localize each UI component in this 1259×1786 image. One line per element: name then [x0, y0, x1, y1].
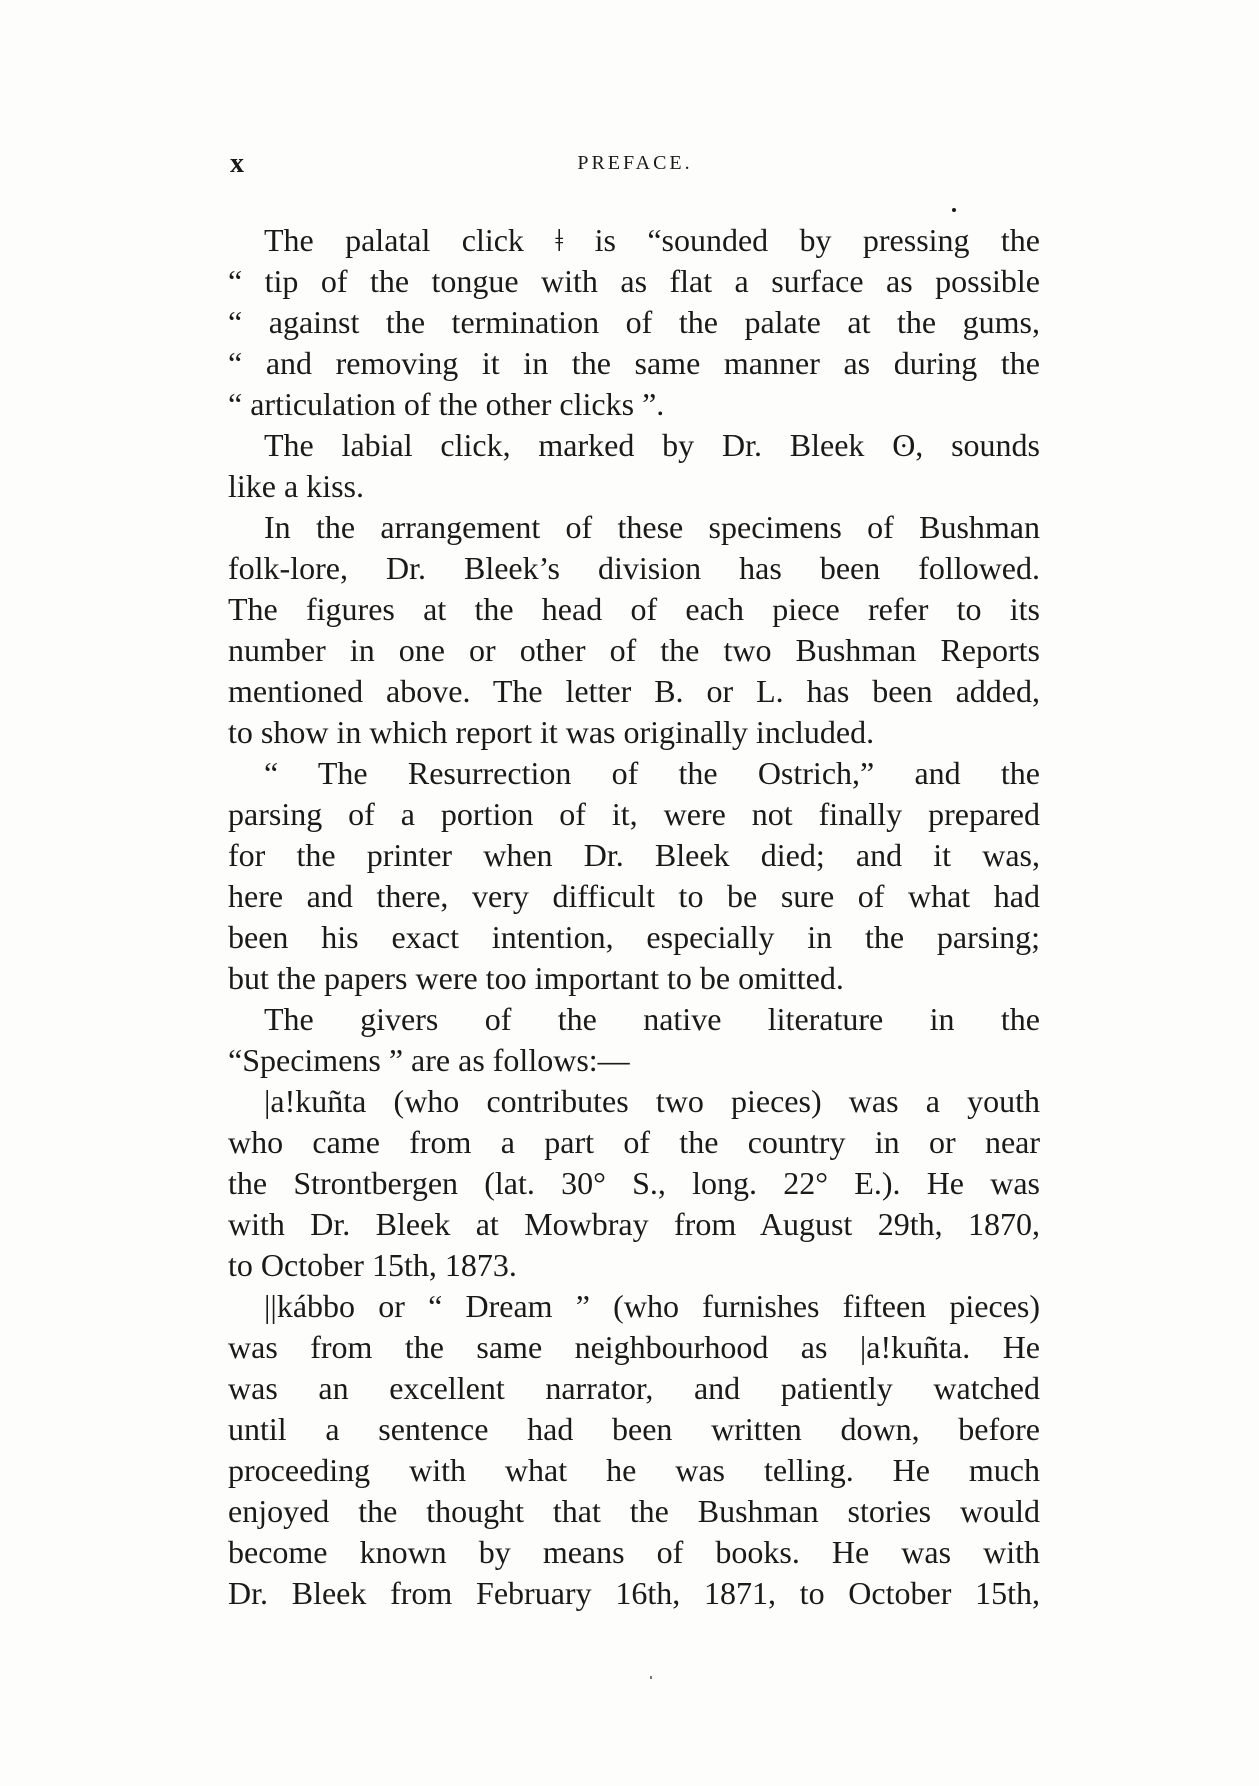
paragraph-kabbo — [228, 1286, 1040, 1614]
page-number: x — [230, 148, 245, 179]
text-line: The palatal click ǂ is “sounded by pressing the — [264, 222, 1040, 258]
paragraph-palatal-click-end — [228, 384, 1040, 425]
text-line: was from the same neighbourhood as |a!kuñta. He — [228, 1329, 1040, 1365]
text-line: until a sentence had been written down, before — [228, 1411, 1040, 1447]
paragraph-akunta — [228, 1081, 1040, 1286]
text-line: parsing of a portion of it, were not finally prepared — [228, 796, 1040, 832]
paragraph-arrangement — [228, 507, 1040, 753]
text-line: been his exact intention, especially in the parsing; — [228, 919, 1040, 955]
body-text — [228, 220, 1040, 1614]
text-line: In the arrangement of these specimens of Bushman — [264, 509, 1040, 545]
running-title: PREFACE. — [577, 152, 693, 174]
text-line: “Specimens ” are as follows:— — [228, 1042, 630, 1078]
running-head — [230, 148, 1040, 178]
text-line: become known by means of books. He was with — [228, 1534, 1040, 1570]
print-speck — [952, 208, 956, 212]
text-line: enjoyed the thought that the Bushman stories would — [228, 1493, 1040, 1529]
text-line: like a kiss. — [228, 468, 364, 504]
text-line: for the printer when Dr. Bleek died; and it was, — [228, 837, 1040, 873]
paragraph-givers — [228, 999, 1040, 1081]
text-line: with Dr. Bleek at Mowbray from August 29th, 1870, — [228, 1206, 1040, 1242]
text-line: “ against the termination of the palate at the gums, — [228, 304, 1040, 340]
text-line: here and there, very difficult to be sure of what had — [228, 878, 1040, 914]
text-line: “ The Resurrection of the Ostrich,” and the — [264, 755, 1040, 791]
text-line: The givers of the native literature in the — [264, 1001, 1040, 1037]
paragraph-ostrich — [228, 753, 1040, 999]
text-line: The figures at the head of each piece refer to its — [228, 591, 1040, 627]
text-line: but the papers were too important to be omitted. — [228, 960, 844, 996]
text-line: number in one or other of the two Bushman Reports — [228, 632, 1040, 668]
text-line: proceeding with what he was telling. He much — [228, 1452, 1040, 1488]
text-line: to show in which report it was originally included. — [228, 714, 875, 750]
text-line: |a!kuñta (who contributes two pieces) was a youth — [264, 1083, 1040, 1119]
text-line: The labial click, marked by Dr. Bleek ʘ, sounds — [264, 427, 1040, 463]
text-line: “ articulation of the other clicks ”. — [228, 386, 665, 422]
text-line: folk-lore, Dr. Bleek’s division has been followed. — [228, 550, 1040, 586]
print-speck — [650, 1676, 652, 1679]
text-line: ||kábbo or “ Dream ” (who furnishes fifteen pieces) — [264, 1288, 1040, 1324]
paragraph-palatal-click — [228, 220, 1040, 384]
text-line: was an excellent narrator, and patiently watched — [228, 1370, 1040, 1406]
text-line: Dr. Bleek from February 16th, 1871, to October 15th, — [228, 1575, 1040, 1611]
text-line: “ tip of the tongue with as flat a surface as possible — [228, 263, 1040, 299]
text-line: the Strontbergen (lat. 30° S., long. 22° E.). He was — [228, 1165, 1040, 1201]
text-line: “ and removing it in the same manner as during the — [228, 345, 1040, 381]
text-line: to October 15th, 1873. — [228, 1247, 517, 1283]
paragraph-labial-click — [228, 425, 1040, 507]
text-line: who came from a part of the country in or near — [228, 1124, 1040, 1160]
text-line: mentioned above. The letter B. or L. has been added, — [228, 673, 1040, 709]
